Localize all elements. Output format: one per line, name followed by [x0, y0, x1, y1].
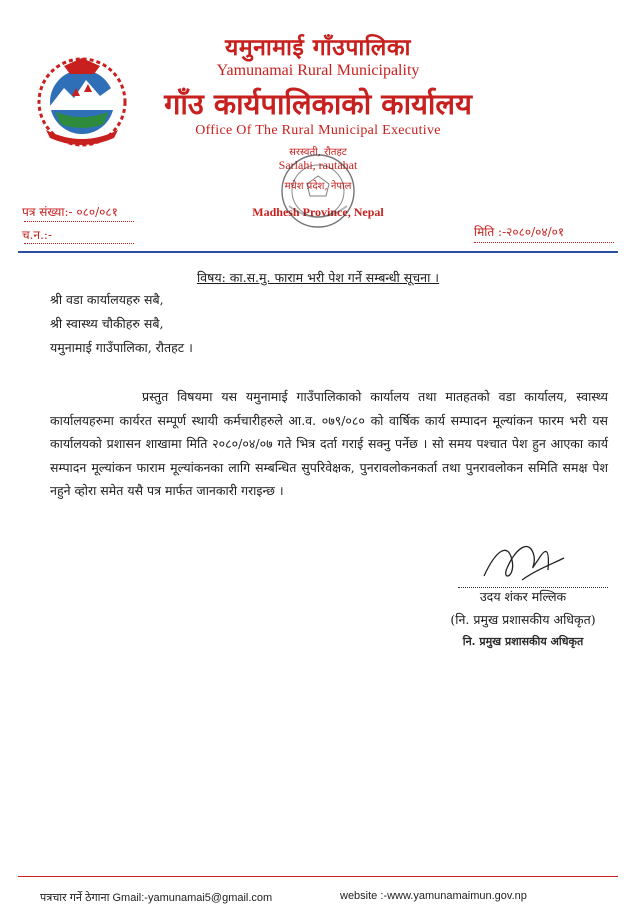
office-name-np: गाँउ कार्यपालिकाको कार्यालय	[164, 87, 472, 121]
footer-email: पत्रचार गर्ने ठेगाना Gmail:-yamunamai5@gmail.com	[40, 892, 273, 904]
dispatch-number: च.न.:-	[22, 228, 53, 242]
letter-date-dots	[474, 242, 614, 243]
footer-website: website :-www.yamunamaimun.gov.np	[340, 890, 527, 902]
handwritten-signature	[478, 530, 568, 590]
recipient-line: श्री स्वास्थ्य चौकीहरु सबै,	[50, 316, 164, 331]
recipient-line: यमुनामाई गाउँपालिका, रौतहट ।	[50, 340, 193, 355]
location-en: Sarlahi, rautahat	[278, 158, 358, 172]
office-seal-stamp	[275, 148, 361, 234]
dispatch-number-dots	[24, 243, 134, 244]
letter-body: प्रस्तुत विषयमा यस यमुनामाई गाउँपालिकाको कार्यालय तथा मातहतको वडा कार्यालय, स्वास्थ्य कार्यालयहरुमा कार्यरत सम्पूर्ण स्थायी कर्मचारीहरुले आ.व. ०७९/०८० को वार्षिक कार्य सम्पादन मूल्यांकन फारम भरी यस कार्यालयको प्रशासन शाखामा मिति २०८०/०४/०७ गते भित्र दर्ता गराई सक्नु पर्नेछ । सो समय पश्चात पेश हुन आएका कार्य सम्पादन मूल्यांकन फाराम मूल्यांकनका लागि सम्बन्धित सुपरिवेक्षक, पुनरावलोकनकर्ता तथा पुनरावलोकन समिति समक्ष पेश नहुने व्होरा समेत यसै पत्र मार्फत जानकारी गराइन्छ ।	[50, 389, 608, 498]
designation-stamp: नि. प्रमुख प्रशासकीय अधिकृत	[462, 635, 584, 648]
letter-number: पत्र संख्या:- ०८०/०८१	[22, 205, 118, 219]
header-divider	[18, 251, 618, 253]
letter-subject: विषय: का.स.मु. फाराम भरी पेश गर्ने सम्बन्धी सूचना ।	[196, 270, 440, 285]
municipality-name-en: Yamunamai Rural Municipality	[216, 62, 420, 79]
letter-date: मिति :-२०८०/०४/०१	[474, 225, 565, 239]
location-np: सरस्वती, रौतहट	[289, 147, 347, 158]
province-np: मधेश प्रदेश, नेपाल	[284, 181, 352, 192]
footer-divider	[18, 876, 618, 877]
signatory-name: उदय शंकर मल्लिक	[479, 589, 567, 604]
signatory-designation: (नि. प्रमुख प्रशासकीय अधिकृत)	[450, 612, 596, 627]
office-name-en: Office Of The Rural Municipal Executive	[195, 123, 441, 138]
letter-number-dots	[24, 221, 134, 222]
province-en: Madhesh Province, Nepal	[252, 205, 384, 219]
municipality-name-np: यमुनामाई गाँउपालिका	[224, 34, 412, 61]
recipient-line: श्री वडा कार्यालयहरु सबै,	[50, 292, 164, 307]
